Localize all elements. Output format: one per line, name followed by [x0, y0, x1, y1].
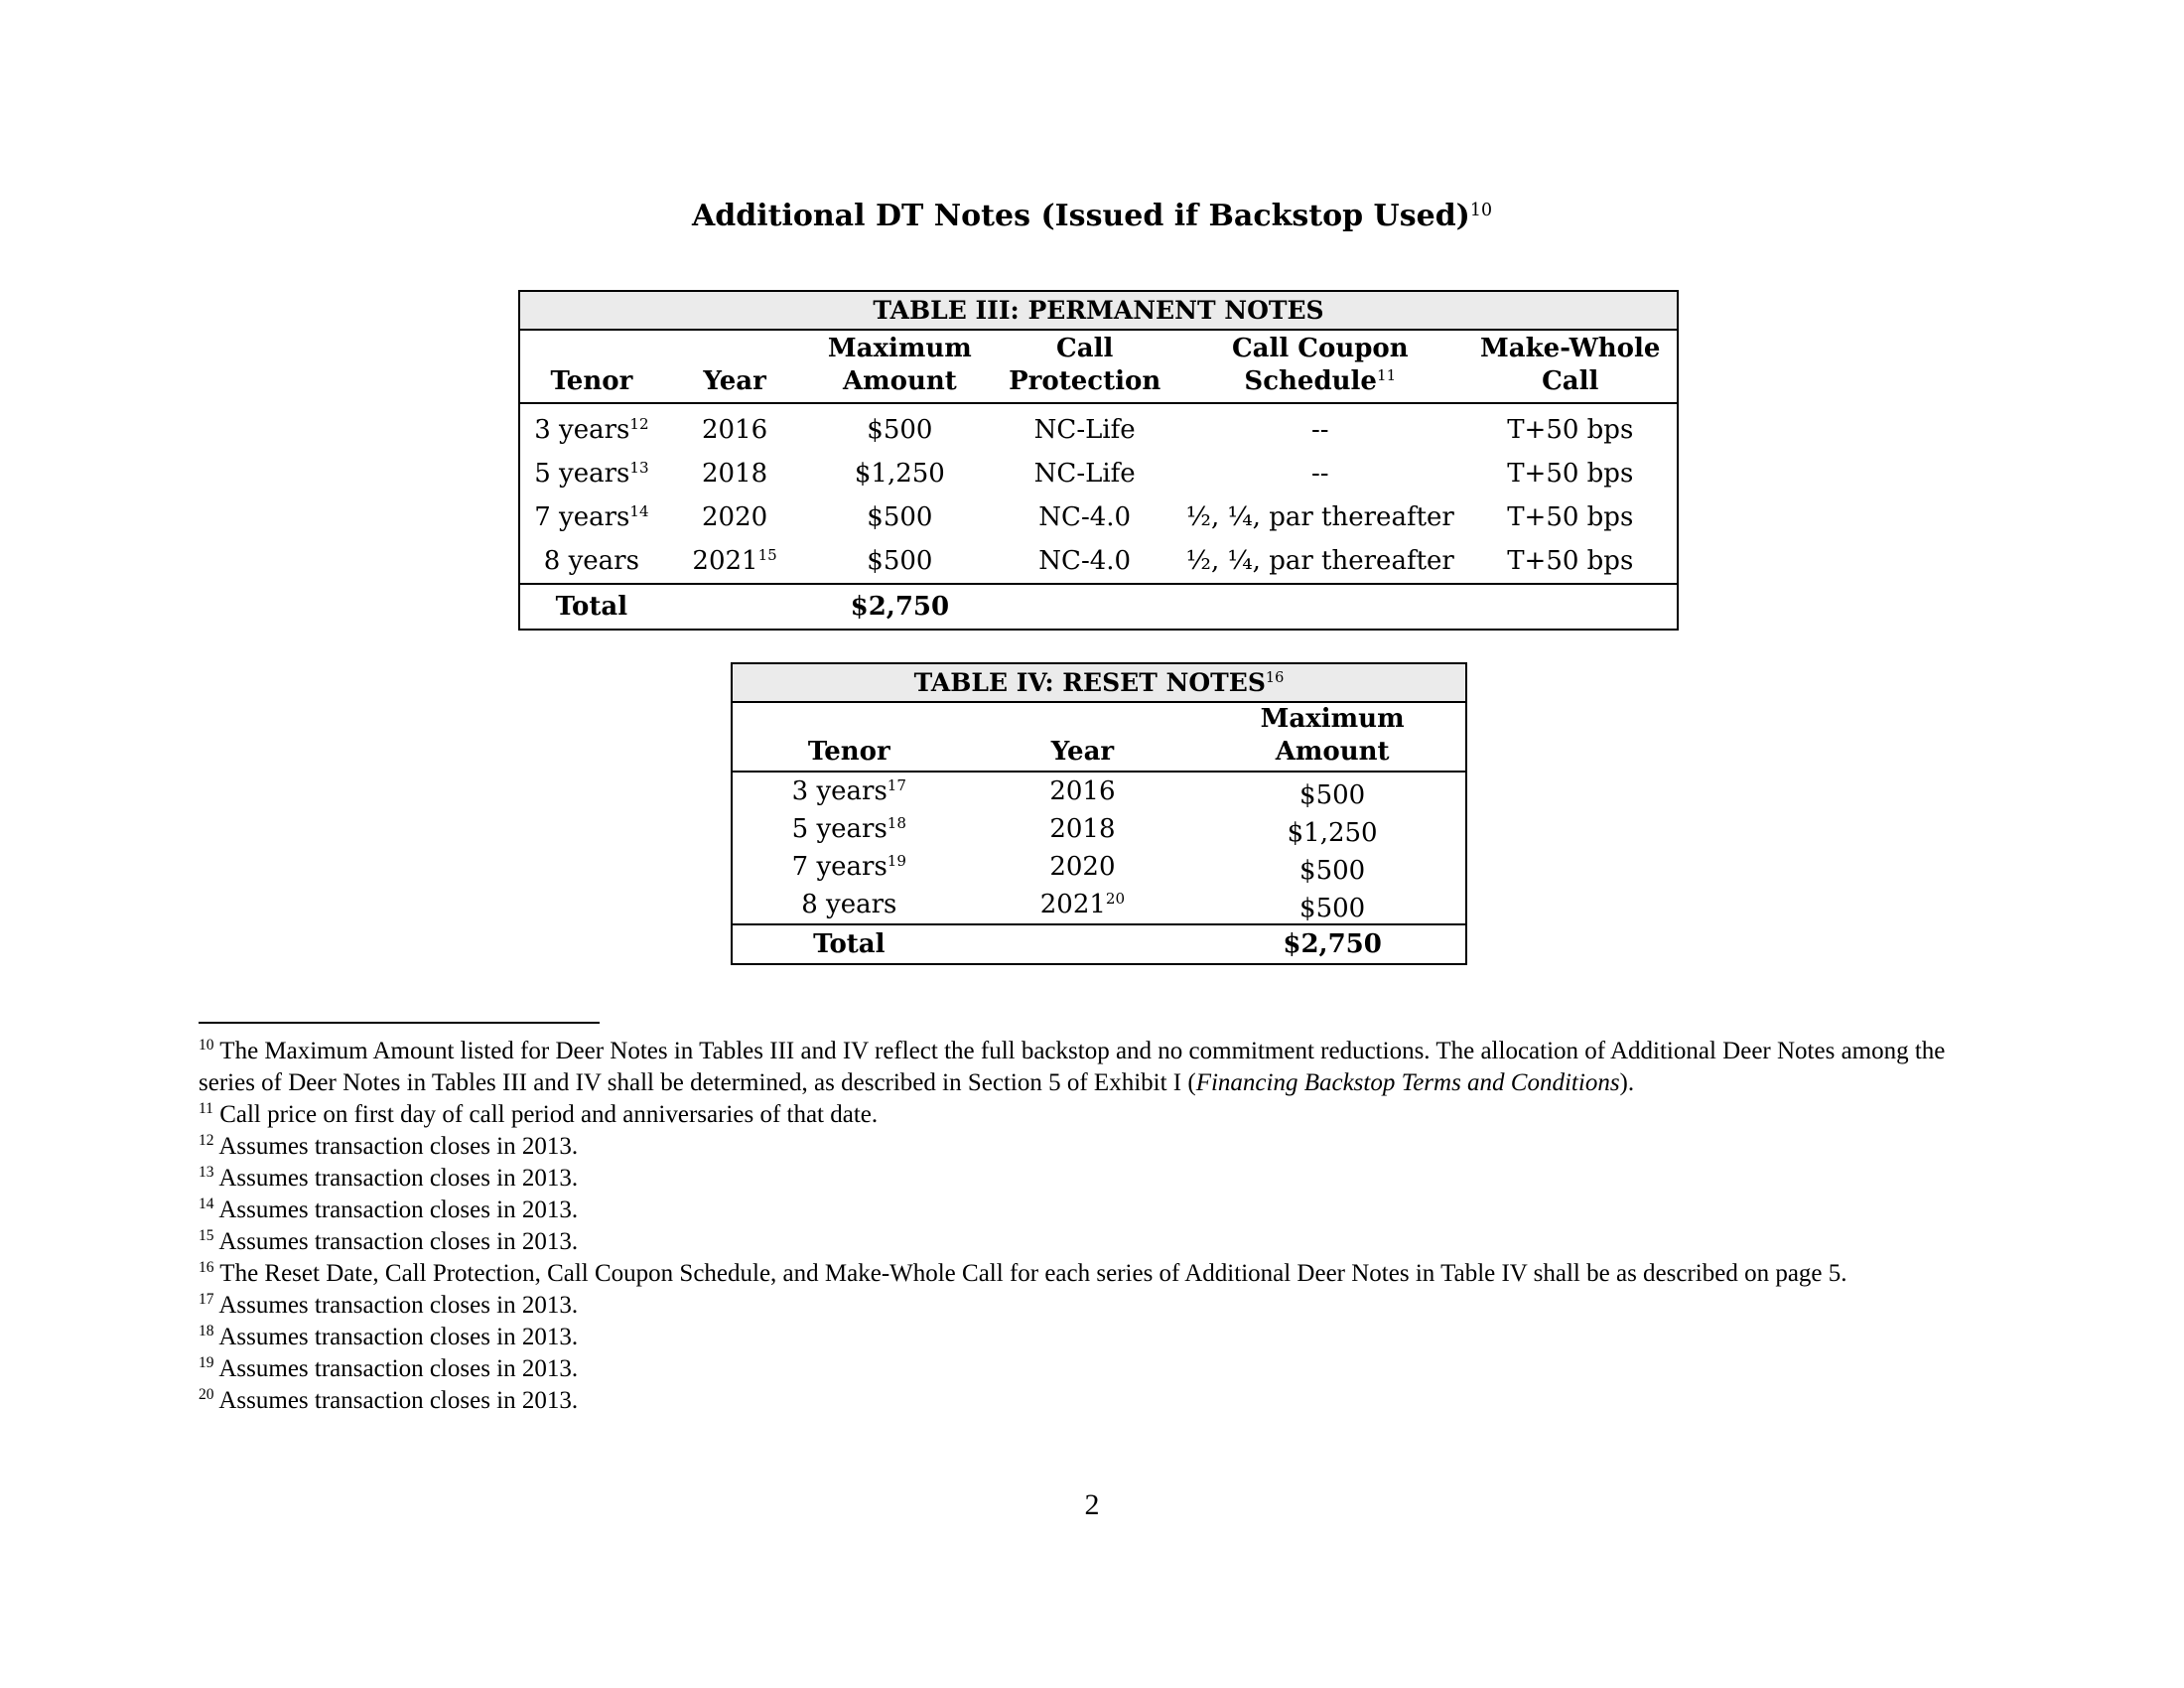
footnote-text: Assumes transaction closes in 2013.: [213, 1228, 579, 1255]
table-header-row: [732, 702, 1466, 772]
footnote-number: 14: [199, 1196, 214, 1213]
footnote-number: 15: [199, 1227, 214, 1245]
footnote-number: 20: [199, 1386, 214, 1404]
cell-amount: $1,250: [1287, 818, 1378, 848]
table-caption: [732, 663, 1466, 702]
cell-tenor: [519, 403, 663, 452]
cell-year: [966, 772, 1200, 810]
footnote-text: Call price on first day of call period and anniversaries of that date.: [212, 1101, 879, 1128]
footnote-text: Assumes transaction closes in 2013.: [213, 1196, 579, 1223]
cell-text: 2018: [1049, 814, 1116, 844]
table-header-row: [519, 330, 1678, 403]
cell-tenor: [732, 848, 966, 886]
footnote-16: [199, 1258, 1985, 1290]
empty-cell: [1463, 584, 1678, 630]
permanent-notes-table: [518, 290, 1679, 631]
table-caption-row: [519, 291, 1678, 330]
cell-tenor: [732, 810, 966, 848]
footnote-ref: 17: [887, 775, 906, 794]
footnote-11: [199, 1099, 1985, 1131]
footnote-number: 19: [199, 1354, 214, 1372]
footnote-ref: 10: [1469, 200, 1493, 220]
cell-amount: $500: [1299, 780, 1366, 810]
total-row: [519, 584, 1678, 630]
header-line: Protection: [1009, 366, 1161, 396]
cell-tenor: [732, 886, 966, 924]
cell-year: [663, 403, 807, 452]
cell-make-whole: T+50 bps: [1507, 459, 1634, 489]
page-number: 2: [1084, 1488, 1100, 1521]
cell-year: [966, 848, 1200, 886]
footnote-13: [199, 1163, 1985, 1195]
cell-text: 3 years: [534, 415, 630, 445]
cell-text: 3 years: [791, 776, 887, 806]
empty-cell: [966, 924, 1200, 964]
footnote-ref: 15: [757, 545, 777, 564]
table-row: [519, 403, 1678, 452]
footnote-text: Assumes transaction closes in 2013.: [213, 1387, 579, 1414]
footnote-ref: 12: [629, 414, 649, 433]
footnote-20: [199, 1385, 1985, 1417]
table-row: [732, 772, 1466, 810]
column-header-tenor: Tenor: [519, 330, 663, 403]
footnote-number: 18: [199, 1323, 214, 1340]
cell-text: 2020: [702, 502, 768, 532]
footnote-ref: 18: [887, 813, 906, 832]
cell-make-whole: T+50 bps: [1507, 546, 1634, 576]
cell-amount: $1,250: [854, 459, 945, 489]
footnote-number: 16: [199, 1259, 214, 1277]
column-header-year: Year: [663, 330, 807, 403]
empty-cell: [993, 584, 1176, 630]
cell-make-whole: T+50 bps: [1507, 415, 1634, 445]
footnotes: [199, 1036, 1985, 1417]
cell-protection: NC-Life: [1033, 459, 1136, 489]
column-header-call-protection: [993, 330, 1176, 403]
footnote-17: [199, 1290, 1985, 1322]
footnote-number: 13: [199, 1164, 214, 1182]
footnote-ref: 14: [629, 501, 649, 520]
total-amount: $2,750: [806, 584, 993, 630]
page-title: [0, 199, 2184, 233]
total-row: [732, 924, 1466, 964]
table-caption-row: [732, 663, 1466, 702]
cell-tenor: [519, 539, 663, 584]
empty-cell: [663, 584, 807, 630]
footnote-text: Assumes transaction closes in 2013.: [213, 1324, 579, 1350]
table-row: [732, 886, 1466, 924]
header-line: Call: [1056, 334, 1114, 363]
cell-amount: $500: [1299, 856, 1366, 886]
cell-year: [663, 495, 807, 539]
table-row: [519, 539, 1678, 584]
table-row: [732, 848, 1466, 886]
cell-text: 2020: [1049, 852, 1116, 882]
cell-tenor: [519, 452, 663, 495]
cell-text: 2021: [692, 546, 758, 576]
column-header-make-whole-call: [1463, 330, 1678, 403]
footnote-number: 12: [199, 1132, 214, 1150]
header-line: Call: [1542, 366, 1599, 396]
footnote-number: 17: [199, 1291, 214, 1309]
footnote-text: Assumes transaction closes in 2013.: [213, 1133, 579, 1160]
table-row: [732, 810, 1466, 848]
cell-text: 7 years: [534, 502, 630, 532]
cell-text: 2016: [1049, 776, 1116, 806]
cell-protection: NC-Life: [1033, 415, 1136, 445]
cell-protection: NC-4.0: [1038, 546, 1132, 576]
cell-amount: $500: [867, 502, 933, 532]
cell-amount: $500: [867, 546, 933, 576]
table-row: [519, 495, 1678, 539]
header-line: Amount: [842, 366, 957, 396]
footnote-text: The Maximum Amount listed for Deer Notes in Tables III and IV reflect the full backstop and no commitment reductions. The allocation of Additional Deer Notes among the series of Deer Notes in Tables III and IV shall be determined, as described in Section 5 of Exhibit I (: [199, 1038, 1946, 1096]
column-header-tenor: Tenor: [732, 702, 966, 772]
footnote-number: 11: [199, 1100, 213, 1118]
header-line: Schedule: [1244, 366, 1377, 396]
cell-tenor: [519, 495, 663, 539]
footnote-ref: 19: [887, 851, 906, 870]
footnote-ref: 16: [1265, 670, 1285, 687]
cell-text: 8 years: [801, 890, 897, 919]
cell-year: [663, 539, 807, 584]
cell-amount: $500: [1299, 894, 1366, 923]
cell-text: 2016: [702, 415, 768, 445]
cell-year: [966, 810, 1200, 848]
cell-make-whole: T+50 bps: [1507, 502, 1634, 532]
header-line: Call Coupon: [1231, 334, 1409, 363]
table-row: [519, 452, 1678, 495]
cell-text: 5 years: [791, 814, 887, 844]
total-amount: $2,750: [1199, 924, 1466, 964]
column-header-maximum-amount: Maximum Amount: [1199, 702, 1466, 772]
footnote-15: [199, 1226, 1985, 1258]
footnote-text: ).: [1619, 1069, 1635, 1096]
footnote-ref: 11: [1376, 365, 1397, 384]
cell-text: 7 years: [791, 852, 887, 882]
footnote-italic-text: Financing Backstop Terms and Conditions: [1195, 1069, 1620, 1096]
header-line: Make-Whole: [1480, 334, 1661, 363]
footnote-ref: 13: [629, 458, 649, 477]
cell-text: 2021: [1039, 890, 1106, 919]
footnote-text: Assumes transaction closes in 2013.: [213, 1292, 579, 1319]
footnote-ref: 20: [1105, 889, 1126, 908]
footnote-10: [199, 1036, 1985, 1099]
cell-protection: NC-4.0: [1038, 502, 1132, 532]
cell-text: 8 years: [543, 546, 639, 576]
footnote-number: 10: [199, 1037, 214, 1055]
table-caption-text: TABLE IV: RESET NOTES: [913, 668, 1266, 697]
footnote-text: The Reset Date, Call Protection, Call Coupon Schedule, and Make-Whole Call for each series of Additional Deer Notes in Table IV shall be as described on page 5.: [213, 1260, 1847, 1287]
reset-notes-table: [731, 662, 1467, 965]
cell-amount: $500: [867, 415, 933, 445]
empty-cell: [1176, 584, 1463, 630]
total-label: Total: [519, 584, 663, 630]
cell-schedule: ½, ¼, par thereafter: [1185, 502, 1454, 532]
footnote-12: [199, 1131, 1985, 1163]
cell-text: 5 years: [534, 459, 630, 489]
column-header-maximum-amount: [806, 330, 993, 403]
footnote-separator: [199, 1022, 600, 1024]
footnote-18: [199, 1322, 1985, 1353]
cell-schedule: --: [1311, 459, 1329, 489]
footnote-19: [199, 1353, 1985, 1385]
cell-year: [663, 452, 807, 495]
cell-tenor: [732, 772, 966, 810]
column-header-call-coupon-schedule: [1176, 330, 1463, 403]
page-title-text: Additional DT Notes (Issued if Backstop Used): [691, 199, 1470, 233]
table-caption: TABLE III: PERMANENT NOTES: [519, 291, 1678, 330]
footnote-text: Assumes transaction closes in 2013.: [213, 1355, 579, 1382]
column-header-year: Year: [966, 702, 1200, 772]
footnote-text: Assumes transaction closes in 2013.: [213, 1165, 579, 1192]
footnote-14: [199, 1195, 1985, 1226]
header-line: Maximum: [827, 334, 972, 363]
cell-year: [966, 886, 1200, 924]
cell-text: 2018: [702, 459, 768, 489]
cell-schedule: ½, ¼, par thereafter: [1185, 546, 1454, 576]
total-label: Total: [732, 924, 966, 964]
cell-schedule: --: [1311, 415, 1329, 445]
